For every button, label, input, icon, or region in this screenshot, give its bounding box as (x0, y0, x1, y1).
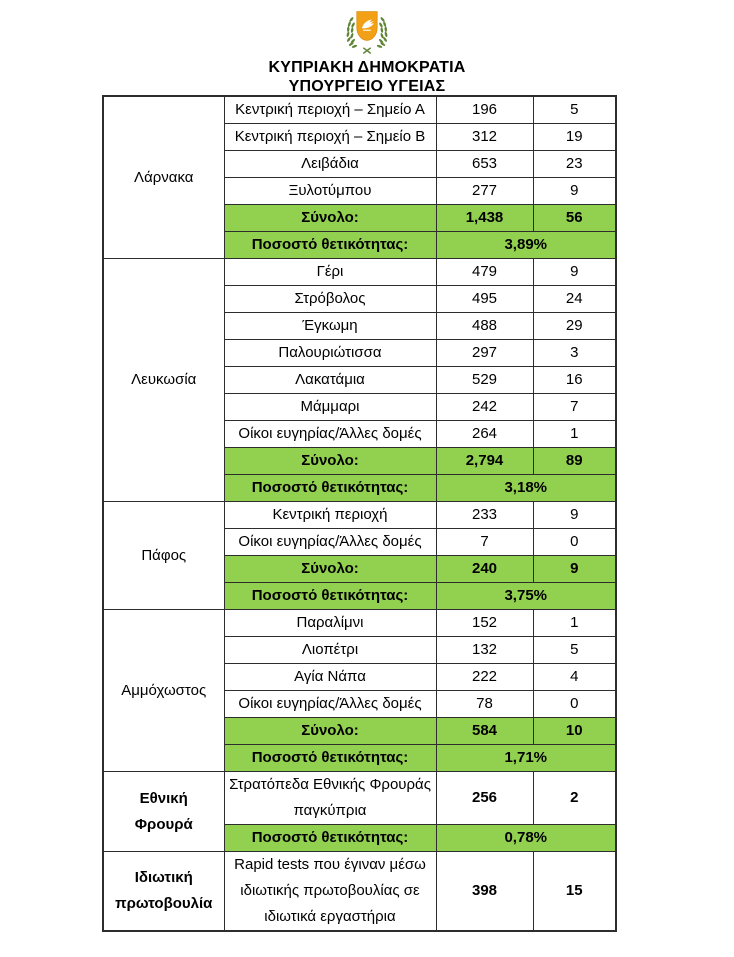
location-cell: Κεντρική περιοχή (224, 502, 436, 529)
location-cell: Στρατόπεδα Εθνικής Φρουράς παγκύπρια (224, 772, 436, 825)
tests-value-cell: 495 (436, 286, 533, 313)
location-cell: Κεντρική περιοχή – Σημείο Β (224, 124, 436, 151)
table-row (103, 852, 616, 932)
table-row (103, 259, 616, 286)
location-cell: Γέρι (224, 259, 436, 286)
positivity-label-cell: Ποσοστό θετικότητας: (224, 745, 436, 772)
tests-value-cell: 479 (436, 259, 533, 286)
positivity-label-cell: Ποσοστό θετικότητας: (224, 583, 436, 610)
tests-value-cell: 529 (436, 367, 533, 394)
table-row (103, 502, 616, 529)
location-cell: Στρόβολος (224, 286, 436, 313)
location-cell: Λειβάδια (224, 151, 436, 178)
positives-value-cell: 16 (533, 367, 616, 394)
total-tests-cell: 584 (436, 718, 533, 745)
positives-value-cell: 1 (533, 610, 616, 637)
positivity-label-cell: Ποσοστό θετικότητας: (224, 825, 436, 852)
positives-value-cell: 24 (533, 286, 616, 313)
total-label-cell: Σύνολο: (224, 718, 436, 745)
total-positives-cell: 10 (533, 718, 616, 745)
positives-value-cell: 29 (533, 313, 616, 340)
cyprus-coat-of-arms-icon (341, 8, 393, 56)
location-cell: Οίκοι ευγηρίας/Άλλες δομές (224, 421, 436, 448)
region-cell: Πάφος (103, 502, 224, 610)
total-positives-cell: 89 (533, 448, 616, 475)
tests-value-cell: 312 (436, 124, 533, 151)
results-table-body (103, 96, 616, 931)
header-title-country: ΚΥΠΡΙΑΚΗ ΔΗΜΟΚΡΑΤΙΑ (268, 59, 466, 76)
positives-value-cell: 7 (533, 394, 616, 421)
total-tests-cell: 240 (436, 556, 533, 583)
total-positives-cell: 9 (533, 556, 616, 583)
table-row (103, 610, 616, 637)
region-cell: Αμμόχωστος (103, 610, 224, 772)
tests-value-cell: 222 (436, 664, 533, 691)
tests-value-cell: 242 (436, 394, 533, 421)
region-cell: Λάρνακα (103, 96, 224, 259)
positivity-label-cell: Ποσοστό θετικότητας: (224, 475, 436, 502)
positives-value-cell: 5 (533, 96, 616, 124)
positivity-value-cell: 1,71% (436, 745, 616, 772)
location-cell: Κεντρική περιοχή – Σημείο Α (224, 96, 436, 124)
tests-value-cell: 264 (436, 421, 533, 448)
positives-value-cell: 9 (533, 259, 616, 286)
positives-value-cell: 9 (533, 178, 616, 205)
table-row (103, 96, 616, 124)
location-cell: Αγία Νάπα (224, 664, 436, 691)
total-label-cell: Σύνολο: (224, 448, 436, 475)
positives-value-cell: 5 (533, 637, 616, 664)
tests-value-cell: 78 (436, 691, 533, 718)
tests-value-cell: 256 (436, 772, 533, 825)
location-cell: Μάμμαρι (224, 394, 436, 421)
positives-value-cell: 4 (533, 664, 616, 691)
positives-value-cell: 3 (533, 340, 616, 367)
location-cell: Οίκοι ευγηρίας/Άλλες δομές (224, 691, 436, 718)
positivity-value-cell: 3,18% (436, 475, 616, 502)
positivity-value-cell: 3,89% (436, 232, 616, 259)
location-cell: Έγκωμη (224, 313, 436, 340)
total-positives-cell: 56 (533, 205, 616, 232)
location-cell: Οίκοι ευγηρίας/Άλλες δομές (224, 529, 436, 556)
tests-value-cell: 196 (436, 96, 533, 124)
region-cell: Λευκωσία (103, 259, 224, 502)
positives-value-cell: 1 (533, 421, 616, 448)
header-title-ministry: ΥΠΟΥΡΓΕΙΟ ΥΓΕΙΑΣ (288, 78, 446, 95)
total-label-cell: Σύνολο: (224, 205, 436, 232)
positives-value-cell: 23 (533, 151, 616, 178)
tests-value-cell: 7 (436, 529, 533, 556)
positives-value-cell: 0 (533, 529, 616, 556)
location-cell: Rapid tests που έγιναν μέσω ιδιωτικής πρωτοβουλίας σε ιδιωτικά εργαστήρια (224, 852, 436, 932)
positivity-label-cell: Ποσοστό θετικότητας: (224, 232, 436, 259)
tests-value-cell: 277 (436, 178, 533, 205)
tests-value-cell: 488 (436, 313, 533, 340)
location-cell: Λιοπέτρι (224, 637, 436, 664)
total-label-cell: Σύνολο: (224, 556, 436, 583)
tests-value-cell: 398 (436, 852, 533, 932)
region-cell: Εθνική Φρουρά (103, 772, 224, 852)
positives-value-cell: 0 (533, 691, 616, 718)
location-cell: Παραλίμνι (224, 610, 436, 637)
location-cell: Παλουριώτισσα (224, 340, 436, 367)
positives-value-cell: 15 (533, 852, 616, 932)
location-cell: Ξυλοτύμπου (224, 178, 436, 205)
positivity-value-cell: 0,78% (436, 825, 616, 852)
region-cell: Ιδιωτική πρωτοβουλία (103, 852, 224, 932)
positives-value-cell: 19 (533, 124, 616, 151)
tests-value-cell: 297 (436, 340, 533, 367)
tests-value-cell: 653 (436, 151, 533, 178)
location-cell: Λακατάμια (224, 367, 436, 394)
tests-value-cell: 132 (436, 637, 533, 664)
positives-value-cell: 9 (533, 502, 616, 529)
document-header (0, 8, 734, 96)
positivity-value-cell: 3,75% (436, 583, 616, 610)
tests-value-cell: 152 (436, 610, 533, 637)
total-tests-cell: 2,794 (436, 448, 533, 475)
tests-value-cell: 233 (436, 502, 533, 529)
table-row (103, 772, 616, 825)
total-tests-cell: 1,438 (436, 205, 533, 232)
positives-value-cell: 2 (533, 772, 616, 825)
rapid-test-results-table (102, 95, 617, 932)
